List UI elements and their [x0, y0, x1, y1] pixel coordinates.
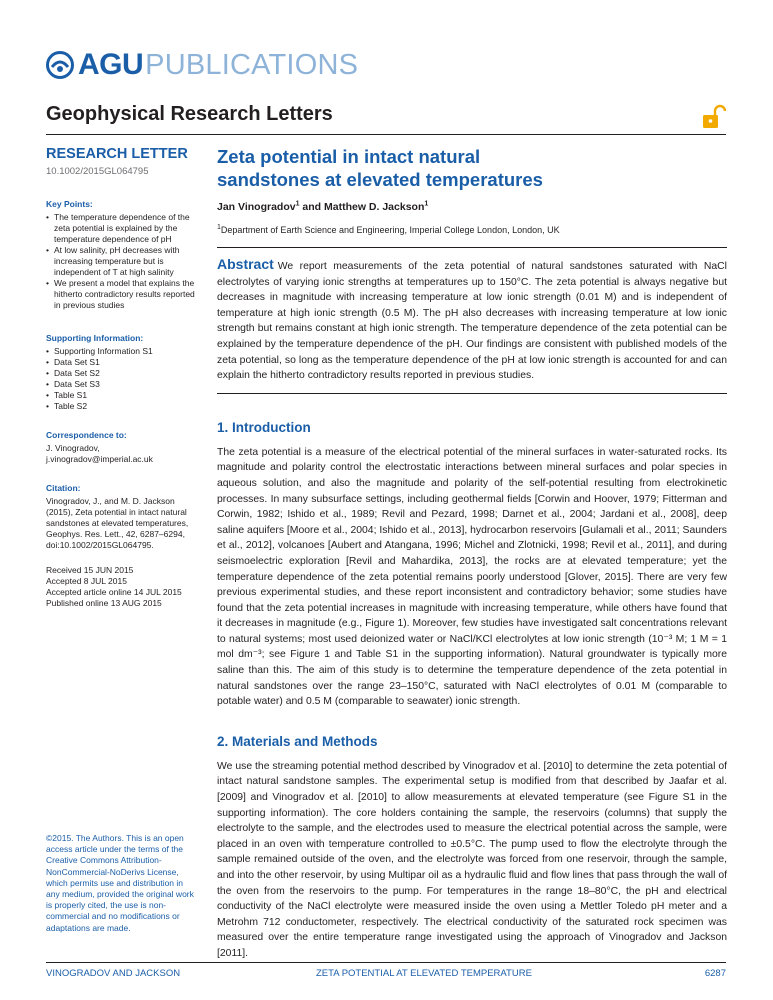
key-points-list — [46, 212, 196, 311]
affiliation — [217, 225, 727, 235]
methods-paragraph: We use the streaming potential method described by Vinogradov et al. [2010] to determine the zeta potential of intact natural sandstone samples. The experimental setup is modified from that described by Jaafar et al. [2009] and Vinogradov et al. [2010] to allow measurements at elevated temperature (see Figure S1 in the supporting information). The core holders containing the sample, the reservoirs (columns) that supply the electrolyte to the sample, and the electrodes used to measure the electrical potential across the sample, were placed in an oven with temperature controlled to ±0.5°C. The pump used to flow the electrolyte through the sample remained outside of the oven, and the electrolyte was forced from one reservoir, through the sample, and into the other reservoir, by using Multipar oil as a hydraulic fluid and flow lines that pass through the wall of the oven from the reservoirs to the pump. For temperatures in the range 18–80°C, the pH and electrical conductivity of the NaCl electrolyte were measured inside the oven using a Mettler Toledo pH meter and a Metrohm 712 conductometer, respectively. The electrical conductivity of the saturated rock specimen was measured over the entire temperature range investigated using the approach of Vinogradov and Jackson [2011]. — [217, 760, 727, 959]
journal-header — [46, 100, 726, 135]
author-separator: and — [299, 201, 324, 213]
abstract-block — [217, 247, 727, 394]
list-item: • We present a model that explains the hitherto contradictory results reported in previous studies — [46, 278, 196, 311]
open-access-lock-icon — [700, 104, 726, 130]
page-footer — [46, 962, 726, 979]
abstract-text: We report measurements of the zeta potential of natural sandstones saturated with NaCl electrolytes of varying ionic strengths at temperatures up to 150°C. The zeta potential is always negative but decreases in magnitude with increasing temperature at low ionic strength (0.01 M) and is independent of temperature at high ionic strength (0.5 M). The pH also decreases with increasing temperature at low ionic strength but remains constant at high ionic strength. The temperature dependence of the zeta potential can be explained by the temperature dependence of the pH. Our findings are consistent with published models of the zeta potential, so long as the temperature dependence of the pH at low ionic strength is accounted for and can explain the hitherto contradictory results reported in previous studies. — [217, 261, 727, 382]
article-type: RESEARCH LETTER — [46, 146, 188, 162]
date-received: Received 15 JUN 2015 — [46, 565, 134, 575]
supporting-info-heading: Supporting Information: — [46, 333, 144, 343]
agu-publications-logo — [46, 45, 358, 85]
date-accepted: Accepted 8 JUL 2015 — [46, 576, 127, 586]
logo-publications-text: PUBLICATIONS — [145, 48, 359, 81]
supporting-link[interactable]: • Data Set S3 — [46, 379, 196, 390]
section-heading-methods: 2. Materials and Methods — [217, 733, 378, 749]
list-item: • The temperature dependence of the zeta potential is explained by the temperature dependence of pH — [46, 212, 196, 245]
author-name: Jan Vinogradov — [217, 201, 296, 213]
abstract-heading: Abstract — [217, 256, 274, 272]
affiliation-marker: 1 — [217, 224, 221, 231]
supporting-link[interactable]: • Data Set S2 — [46, 368, 196, 379]
affiliation-marker: 1 — [295, 200, 300, 208]
key-points-heading: Key Points: — [46, 199, 93, 209]
correspondence-email[interactable]: j.vinogradov@imperial.ac.uk — [46, 454, 153, 464]
agu-globe-icon — [46, 51, 74, 79]
correspondence-heading: Correspondence to: — [46, 430, 127, 440]
main-content — [217, 145, 727, 962]
introduction-paragraph: The zeta potential is a measure of the electrical potential of the mineral surfaces in water-saturated rocks. Its magnitude and polarity control the electrostatic interactions between mineral surfaces and polar species in aqueous solution, and also the magnitude and polarity of the self-potential resulting from electrokinetic processes. In many subsurface settings, including geothermal fields [Corwin and Hoover, 1979; Fitterman and Corwin, 1982; Ishido et al., 1989; Revil and Pezard, 1998; Darnet et al., 2004; Jardani et al., 2008], deep saline aquifers [Moore et al., 2004; Ishido et al., 2013], hydrocarbon reservoirs [Gulamali et al., 2011; Saunders et al., 2012], volcanoes [Aubert and Atangana, 1996; Michel and Zlotnicki, 1998; Revil et al., 2011], and during seismoelectric exploration [Revil and Mahardika, 2013], the rocks are at elevated temperature; yet the temperature dependence of the zeta potential remains poorly understood [Glover, 2015]. There are very few previous experimental studies, and these report inconsistent and contradictory behavior; some studies have found that the zeta potential increases in magnitude with increasing temperature, while others have found that it decreases in magnitude (e.g., Figure 1). Moreover, few studies have investigated salt concentrations relevant to natural systems; most used deionized water or NaCl/KCl electrolytes at low ionic strength (10⁻³ M; 1 M = 1 mol dm⁻³; see Figure 1 and Table S1 in the supporting information). Natural groundwater is typically more saline than this. The aim of this study is to determine the temperature dependence of the zeta potential in natural sandstones over the range 23–150°C, saturated with NaCl electrolytes of 0.01 M (comparable to potable water) and 0.5 M (comparable to seawater) ionic strength. — [217, 446, 727, 708]
publication-dates — [46, 565, 196, 609]
date-published: Published online 13 AUG 2015 — [46, 598, 162, 608]
footer-authors: VINOGRADOV AND JACKSON — [46, 968, 181, 979]
affiliation-marker: 1 — [424, 200, 429, 208]
list-item: • At low salinity, pH decreases with increasing temperature but is independent of T at high salinity — [46, 245, 196, 278]
supporting-link[interactable]: • Table S1 — [46, 390, 196, 401]
section-heading-introduction: 1. Introduction — [217, 419, 311, 435]
affiliation-text: Department of Earth Science and Engineering, Imperial College London, London, UK — [220, 225, 560, 235]
doi[interactable]: 10.1002/2015GL064795 — [46, 166, 149, 177]
page-number: 6287 — [704, 968, 726, 979]
journal-title: Geophysical Research Letters — [46, 103, 333, 125]
citation-heading: Citation: — [46, 483, 81, 493]
correspondence-name: J. Vinogradov, — [46, 443, 100, 453]
logo-agu-text: AGU — [78, 48, 144, 81]
authors — [217, 201, 727, 213]
date-accepted-online: Accepted article online 14 JUL 2015 — [46, 587, 182, 597]
supporting-link[interactable]: • Data Set S1 — [46, 357, 196, 368]
citation-text: Vinogradov, J., and M. D. Jackson (2015), Zeta potential in intact natural sandstones at elevated temperatures, Geophys. Res. Lett., 42, 6287–6294, doi:10.1002/2015GL064795. — [46, 496, 189, 550]
supporting-link[interactable]: • Table S2 — [46, 401, 196, 412]
author-name: Matthew D. Jackson — [324, 201, 425, 213]
supporting-link[interactable]: • Supporting Information S1 — [46, 346, 196, 357]
license-notice: ©2015. The Authors. This is an open access article under the terms of the Creative Commons Attribution-NonCommercial-NoDerivs License, which permits use and distribution in any medium, provided the original work is properly cited, the use is non-commercial and no modifications or adaptations are made. — [46, 833, 194, 933]
footer-running-title: ZETA POTENTIAL AT ELEVATED TEMPERATURE — [316, 968, 532, 979]
supporting-info-list — [46, 346, 196, 412]
sidebar — [46, 145, 196, 609]
article-title: Zeta potential in intact natural sandstones at elevated temperatures — [217, 146, 543, 190]
